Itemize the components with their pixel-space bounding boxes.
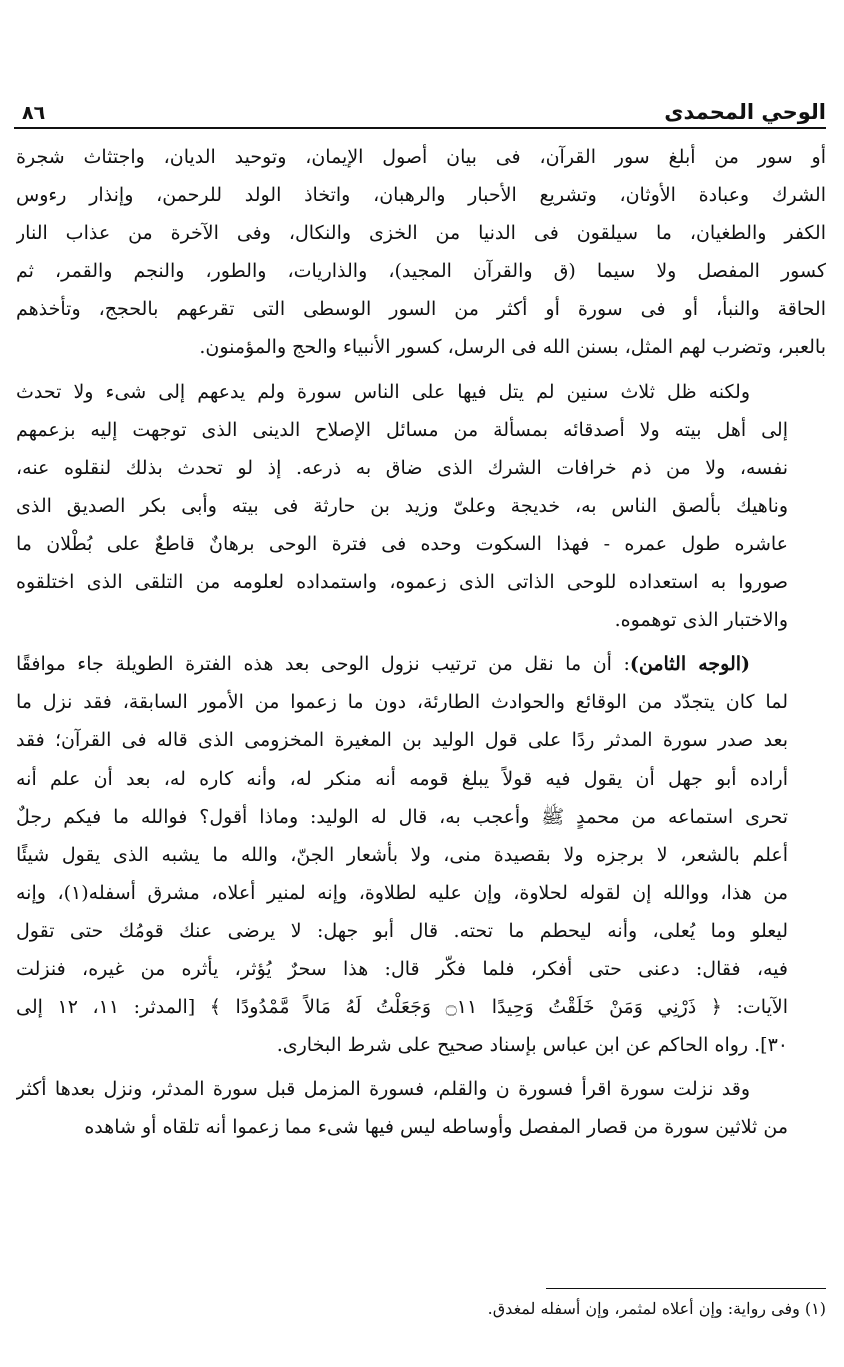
text-line: [16, 645, 826, 683]
text-line: عاشره طول عمره - فهذا السكوت وحده فى فترة الوحى برهانٌ قاطعٌ على بُطْلان ما: [16, 532, 788, 555]
text-line: لما كان يتجدّد من الوقائع والحوادث الطارئة، دون ما زعموا من الأمور السابقة، فقد نزل ما: [16, 691, 788, 714]
text-line: الشرك وعبادة الأوثان، وتشريع الأحبار والرهبان، واتخاذ الولد للرحمن، وإنذار رءوس: [16, 184, 826, 207]
text-line: أعلم بالشعر، لا برجزه ولا بقصيدة منى، ولا بأشعار الجنّ، والله ما يشبه الذى يقول شيئًا: [16, 843, 788, 866]
text-line: أراده أبو جهل أن يقول فيه قولاً يبلغ قومه أنه منكر له، وأنه كاره له، بعد أن علم أنه: [16, 767, 788, 790]
text-line: ولكنه ظل ثلاث سنين لم يتل فيها على الناس سورة ولم يدعهم إلى شىء ولا تحدث: [16, 380, 750, 403]
text-line: كسور المفصل ولا سيما (ق والقرآن المجيد)، والذاريات، والطور، والنجم والقمر، ثم: [16, 260, 826, 283]
text-line: بعد صدر سورة المدثر ردًا على قول الوليد بن المغيرة المخزومى الذى قاله فى القرآن؛ فقد: [16, 729, 788, 752]
text-line: نفسه، ولا من ذم خرافات الشرك الذى ضاق به ذرعه. إذ لو تحدث بذلك لنقلوه عنه،: [16, 456, 788, 479]
text-line: من هذا، ووالله إن لقوله لحلاوة، وإن عليه لطلاوة، وإنه لمنير أعلاه، مشرق أسفله(١)، وإنه: [16, 881, 789, 904]
running-head: [22, 84, 826, 124]
header-rule: [14, 127, 826, 129]
section-lead: (الوجه الثامن): [629, 653, 751, 676]
page-number: ٨٦: [22, 102, 46, 124]
text-line: ٣٠]. رواه الحاكم عن ابن عباس بإسناد صحيح على شرط البخارى.: [276, 1034, 788, 1057]
text-line: أو سور من أبلغ سور القرآن، فى بيان أصول الإيمان، وتوحيد الديان، واجتثاث شجرة: [16, 146, 826, 168]
text-line: وناهيك بألصق الناس به، خديجة وعلىّ وزيد بن حارثة فى بيته وأبى بكر الصديق الذى: [16, 494, 788, 517]
text-line: الكفر والطغيان، ما سيلقون فى الدنيا من الخزى والنكال، وفى الآخرة من عذاب النار: [16, 222, 826, 245]
text-line: تحرى استماعه من محمدٍ ﷺ وأعجب به، قال له الوليد: وماذا أقول؟ فوالله ما فيكم رجلٌ: [16, 805, 788, 828]
text-line: ليعلو وما يُعلى، وأنه ليحطم ما تحته. قال أبو جهل: لا يرضى عنك قومُك حتى تقول: [16, 919, 788, 942]
paragraph: [16, 138, 826, 367]
text-line: من ثلاثين سورة من قصار المفصل وأوساطه ليس فيها شىء مما زعموا أنه تلقاه أو شاهده: [84, 1116, 788, 1139]
text-line: فيه، فقال: دعنى حتى أفكر، فلما فكّر قال: هذا سحرٌ يُؤثر، يأثره من غيره، فنزلت: [16, 957, 788, 980]
footnote: (١) وفى رواية: وإن أعلاه لمثمر، وإن أسفله لمغدق.: [487, 1299, 826, 1318]
text-run: : أن ما نقل من ترتيب نزول الوحى بعد هذه الفترة الطويلة جاء موافقًا: [16, 653, 630, 676]
running-title: الوحي المحمدى: [664, 100, 826, 124]
text-line: والاختبار الذى توهموه.: [614, 609, 788, 632]
text-line: صوروا به استعداده للوحى الذاتى الذى زعموه، واستمداده لعلومه من التلقى الذى اختلقوه: [16, 571, 788, 594]
paragraph: [16, 645, 826, 1064]
text-line: بالعبر، وتضرب لهم المثل، بسنن الله فى الرسل، كسور الأنبياء والحج والمؤمنون.: [199, 336, 826, 359]
paragraph: [16, 373, 826, 640]
text-line: الآيات: ﴿ ذَرْنِي وَمَنْ خَلَقْتُ وَحِيدًا ۝١١ وَجَعَلْتُ لَهُ مَالاً مَّمْدُودًا ﴾ [المدثر: ١١، ١٢ إلى: [16, 996, 788, 1019]
paragraph: [16, 1070, 826, 1146]
text-line: إلى أهل بيته ولا أصدقائه بمسألة من مسائل الإصلاح الدينى الذى توجهت إليه بزعمهم: [16, 418, 788, 441]
text-line: الحاقة والنبأ، أو فى سورة أو أكثر من السور الوسطى التى تقرعهم بالحجج، وتأخذهم: [16, 298, 826, 321]
body-text: [16, 138, 826, 1146]
footnote-rule: [546, 1288, 826, 1289]
text-line: وقد نزلت سورة اقرأ فسورة ن والقلم، فسورة المزمل قبل سورة المدثر، ونزل بعدها أكثر: [16, 1078, 750, 1101]
